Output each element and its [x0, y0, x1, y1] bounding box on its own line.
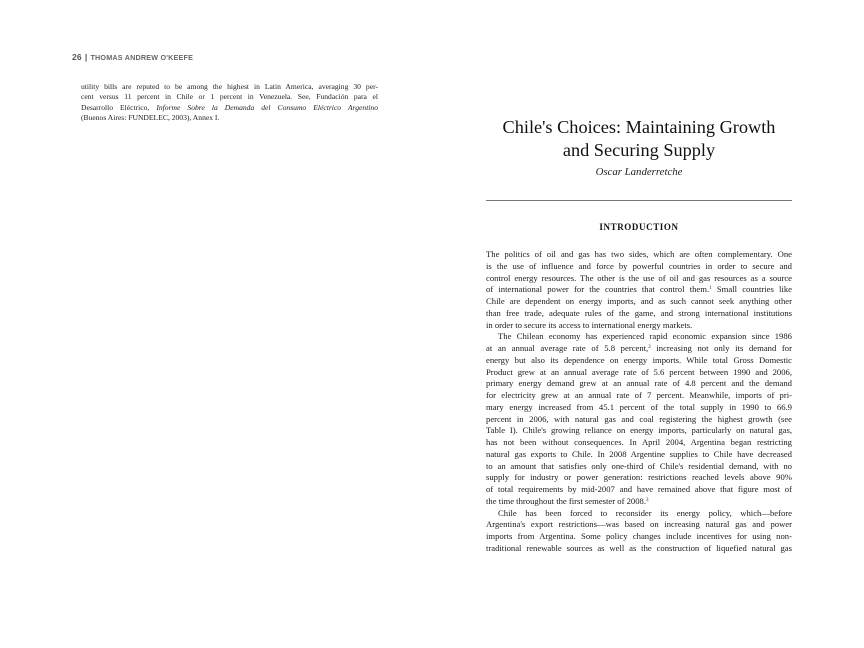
footnote-line: cent versus 11 percent in Chile or 1 percent in Venezuela. See, Fundación para el: [81, 92, 378, 102]
paragraph-3: [486, 508, 792, 555]
text-line: has not been without consequences. In April 2004, Argentina began restricting: [486, 437, 792, 447]
text-line: Table I). Chile's growing reliance on energy imports, particularly on natural gas,: [486, 425, 792, 436]
text-line: supply for industry or power generation: restrictions reached levels above 90%: [486, 472, 792, 483]
text-line: to an amount that satisfies only one-third of Chile's residential demand, with no: [486, 460, 792, 471]
text-line: for electricity grew at an annual rate of 7 percent. Meanwhile, imports of pri-: [486, 390, 792, 400]
text-line: imports from Argentina. Some policy changes include incentives for using non-: [486, 531, 792, 541]
text-line: control energy resources. The other is the use of oil and gas resources as a source: [486, 272, 792, 283]
text-line: of total requirements by mid-2007 and have remained above that figure most of: [486, 484, 792, 494]
text-line: Product grew at an annual average rate of 5.6 percent between 1990 and 2006,: [486, 366, 792, 377]
text-line: natural gas exports to Chile. In 2008 Argentine supplies to Chile have decreased: [486, 448, 792, 459]
text-line: The politics of oil and gas has two sides, which are often complementary. One: [486, 249, 792, 259]
chapter-author: Oscar Landerretche: [595, 166, 683, 178]
footnote-italic-title: Informe Sobre la Demanda del Consumo Eléctrico Argentino: [156, 102, 379, 112]
text-line: than free trade, adequate rules of the game, and strong international institutions: [486, 307, 792, 318]
footnote-line: utility bills are reputed to be among the highest in Latin America, averaging 30 per-: [81, 82, 378, 91]
chapter-title: Chile's Choices: Maintaining Growth and Securing Supply: [502, 117, 776, 160]
paragraph-1: [486, 249, 792, 331]
text-line: energy but also its dependence on energy imports. While total Gross Domestic: [486, 354, 792, 365]
footnote-line: (Buenos Aires: FUNDELEC, 2003), Annex I.: [81, 113, 220, 123]
text-line: is the use of influence and force by powerful countries in order to secure and: [486, 260, 792, 271]
text-line: mary energy increased from 45.1 percent of the total supply in 1990 to 66.9: [486, 401, 792, 412]
running-head-author: THOMAS ANDREW O'KEEFE: [90, 53, 194, 62]
text-line: of international power for the countries that control them.$^1$ Small countries like: [486, 284, 792, 295]
text-line: in order to secure its access to international energy markets.: [486, 319, 693, 330]
page-number: 26: [72, 52, 82, 62]
footnote-continuation: [81, 82, 378, 124]
body-text: [486, 249, 792, 555]
running-head: [72, 52, 193, 62]
text-line: percent in 2006, with natural gas and coal registering the highest growth (see: [486, 413, 792, 424]
footnote-ref[interactable]: 1: [709, 286, 712, 292]
footnote-ref[interactable]: 2: [648, 345, 651, 350]
footnote-ref[interactable]: 3: [646, 497, 649, 503]
text-line: The Chilean economy has experienced rapid economic expansion since 1986: [498, 331, 792, 342]
text-line: at an annual average rate of 5.8 percent,$^2$ increasing not only its demand for: [486, 343, 792, 353]
paragraph-2: [486, 331, 792, 507]
text-line: Argentina's export restrictions—was based on increasing natural gas and power: [486, 519, 792, 530]
footnote-line: Desarrollo Eléctrico, Informe Sobre la Demanda del Consumo Eléctrico Argentino: [81, 102, 379, 112]
text-line: traditional renewable sources as well as the construction of liquefied natural gas: [486, 542, 792, 553]
text-line: Chile are dependent on energy imports, and as such cannot seek anything other: [486, 296, 792, 306]
running-head-separator: |: [84, 52, 88, 62]
text-line: Chile has been forced to reconsider its energy policy, which—before: [498, 507, 792, 518]
title-divider: [486, 200, 792, 201]
section-heading: INTRODUCTION: [599, 222, 679, 232]
text-line: primary energy demand grew at an annual rate of 4.8 percent and the demand: [486, 378, 792, 389]
text-line: the time throughout the first semester of 2008.$^3$: [486, 495, 649, 506]
